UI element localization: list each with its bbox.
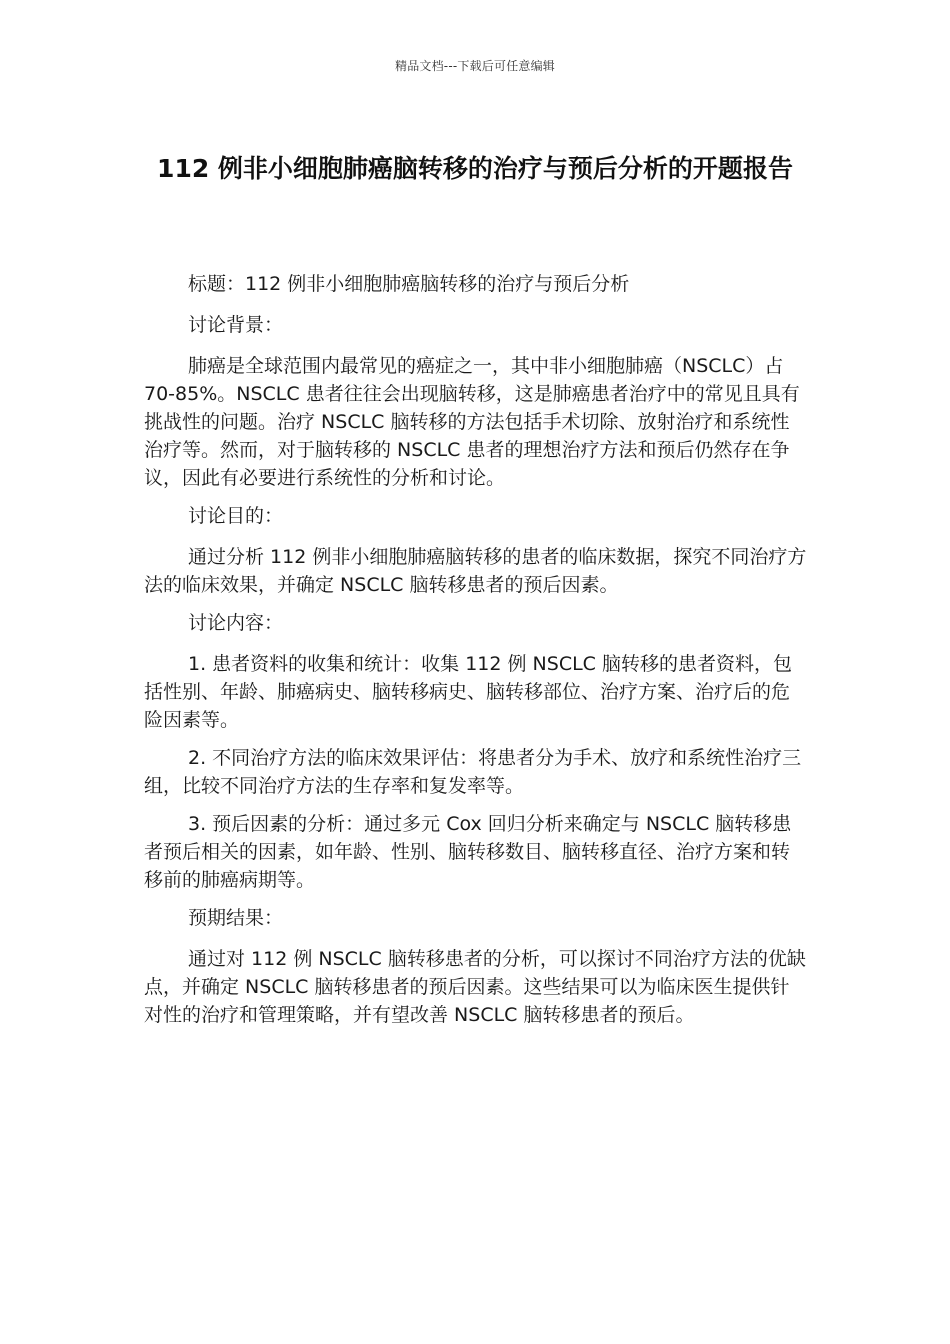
title-line: 标题：112 例非小细胞肺癌脑转移的治疗与预后分析 (188, 273, 630, 295)
document-title: 112 例非小细胞肺癌脑转移的治疗与预后分析的开题报告 (157, 154, 793, 183)
content-item-1: 1. 患者资料的收集和统计：收集 112 例 NSCLC 脑转移的患者资料，包括性别、年龄、肺癌病史、脑转移病史、脑转移部位、治疗方案、治疗后的危险因素等。 (144, 653, 792, 731)
content-item-2: 2. 不同治疗方法的临床效果评估：将患者分为手术、放疗和系统性治疗三组，比较不同治疗方法的生存率和复发率等。 (144, 747, 802, 797)
expected-results-paragraph: 通过对 112 例 NSCLC 脑转移患者的分析，可以探讨不同治疗方法的优缺点，并确定 NSCLC 脑转移患者的预后因素。这些结果可以为临床医生提供针对性的治疗和管理策略，并有望改善 NSCLC 脑转移患者的预后。 (144, 948, 806, 1026)
header-note: 精品文档---下载后可任意编辑 (395, 59, 555, 73)
section-heading-content: 讨论内容： (188, 612, 284, 634)
purpose-paragraph: 通过分析 112 例非小细胞肺癌脑转移的患者的临床数据，探究不同治疗方法的临床效果，并确定 NSCLC 脑转移患者的预后因素。 (144, 546, 807, 596)
background-paragraph: 肺癌是全球范围内最常见的癌症之一，其中非小细胞肺癌（NSCLC）占 70-85%。NSCLC 患者往往会出现脑转移，这是肺癌患者治疗中的常见且具有挑战性的问题。治疗 NSCLC 脑转移的方法包括手术切除、放射治疗和系统性治疗等。然而，对于脑转移的 NSCLC 患者的理想治疗方法和预后仍然存在争议，因此有必要进行系统性的分析和讨论。 (144, 355, 800, 489)
content-item-3: 3. 预后因素的分析：通过多元 Cox 回归分析来确定与 NSCLC 脑转移患者预后相关的因素，如年龄、性别、脑转移数目、脑转移直径、治疗方案和转移前的肺癌病期等。 (144, 813, 792, 891)
section-heading-expected-results: 预期结果： (188, 907, 284, 929)
document-body (144, 270, 808, 1039)
section-heading-purpose: 讨论目的： (188, 505, 284, 527)
section-heading-background: 讨论背景： (188, 314, 284, 336)
